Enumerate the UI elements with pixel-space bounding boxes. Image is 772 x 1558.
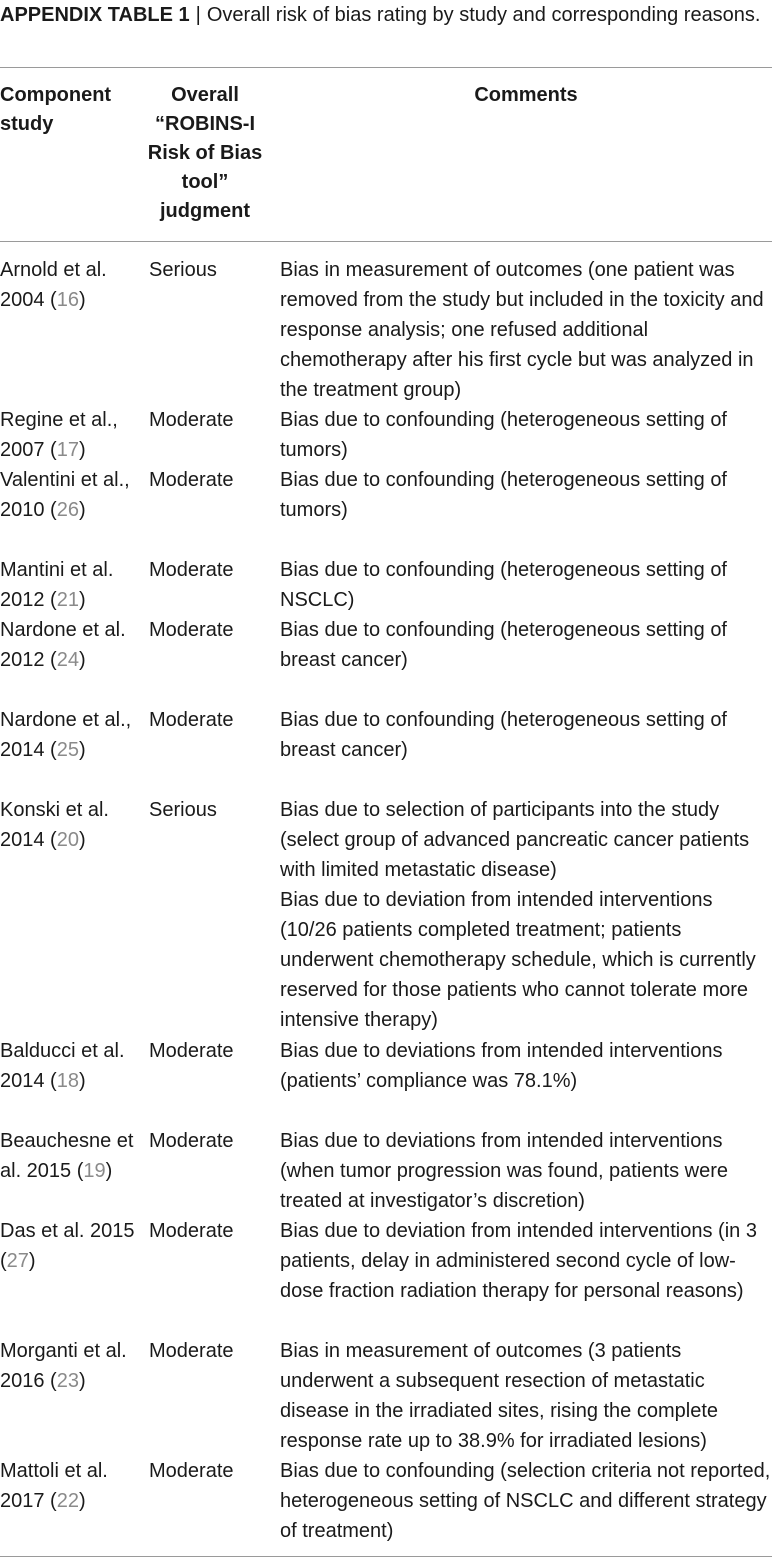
reference-link[interactable]: 24 <box>56 649 79 671</box>
comment-text: Bias due to confounding (heterogeneous setting of breast cancer) <box>280 619 727 671</box>
study-name: Konski et al. 2014 ( <box>0 799 109 851</box>
study-cell <box>0 405 138 465</box>
reference-close: ) <box>105 1160 113 1182</box>
reference-close: ) <box>78 589 86 611</box>
study-name: Beauchesne et al. 2015 ( <box>0 1130 134 1182</box>
header-overall-judgment: Overall “ROBINS-I Risk of Bias tool” judgment <box>147 84 263 222</box>
comments-cell <box>280 1036 772 1096</box>
study-name: Das et al. 2015 ( <box>0 1220 135 1272</box>
study-name: Morganti et al. 2016 ( <box>0 1340 127 1392</box>
study-name: Valentini et al., 2010 ( <box>0 469 130 521</box>
comments-cell <box>280 1216 772 1306</box>
comments-cell <box>280 1336 772 1456</box>
caption-text: Overall risk of bias rating by study and corresponding reasons. <box>206 4 761 26</box>
reference-close: ) <box>78 649 86 671</box>
reference-close: ) <box>78 499 86 521</box>
comment-text: Bias due to confounding (heterogeneous setting of tumors) <box>280 469 727 521</box>
comment-text: Bias in measurement of outcomes (3 patients underwent a subsequent resection of metastatic disease in the irradiated sites, rising the complete response rate up to 38.9% for irradiated lesions) <box>280 1340 719 1452</box>
comments-cell <box>280 465 772 525</box>
comments-cell <box>280 1126 772 1216</box>
study-name: Nardone et al., 2014 ( <box>0 709 132 761</box>
reference-link[interactable]: 22 <box>56 1490 79 1512</box>
top-rule <box>0 67 772 68</box>
comment-text: Bias due to deviation from intended interventions (10/26 patients completed treatment; patients underwent chemotherapy schedule, which is currently reserved for those patients who cannot tolerate more intensive therapy) <box>280 889 756 1031</box>
study-cell <box>0 1456 138 1516</box>
header-comments: Comments <box>474 84 578 106</box>
comment-text: Bias due to confounding (selection criteria not reported, heterogeneous setting of NSCLC and different strategy of treatment) <box>280 1460 771 1542</box>
reference-link[interactable]: 23 <box>56 1370 79 1392</box>
reference-close: ) <box>78 1070 86 1092</box>
comment-text: Bias due to deviations from intended interventions (when tumor progression was found, patients were treated at investigator’s discretion) <box>280 1130 729 1212</box>
reference-link[interactable]: 19 <box>83 1160 106 1182</box>
reference-link[interactable]: 27 <box>6 1250 29 1272</box>
judgment-cell: Moderate <box>149 1130 234 1152</box>
study-cell <box>0 1126 138 1186</box>
comments-cell <box>280 255 772 405</box>
header-component-study: Component study <box>0 84 112 135</box>
reference-close: ) <box>78 739 86 761</box>
comment-text: Bias due to confounding (heterogeneous setting of breast cancer) <box>280 709 727 761</box>
judgment-cell: Moderate <box>149 469 234 491</box>
comment-text: Bias due to selection of participants into the study (select group of advanced pancreatic cancer patients with limited metastatic disease) <box>280 799 750 881</box>
comment-text: Bias due to deviation from intended interventions (in 3 patients, delay in administered second cycle of low-dose fraction radiation therapy for personal reasons) <box>280 1220 757 1302</box>
study-cell <box>0 1216 138 1276</box>
judgment-cell: Moderate <box>149 1460 234 1482</box>
caption-label: APPENDIX TABLE 1 <box>0 4 190 26</box>
reference-link[interactable]: 26 <box>56 499 79 521</box>
comment-text: Bias due to confounding (heterogeneous setting of tumors) <box>280 409 727 461</box>
reference-close: ) <box>78 829 86 851</box>
bottom-rule <box>0 1556 772 1557</box>
comments-cell <box>280 615 772 675</box>
judgment-cell: Moderate <box>149 409 234 431</box>
reference-close: ) <box>78 289 86 311</box>
caption-separator: | <box>195 4 201 26</box>
reference-link[interactable]: 16 <box>56 289 79 311</box>
study-cell <box>0 795 138 855</box>
comment-text: Bias due to confounding (heterogeneous setting of NSCLC) <box>280 559 727 611</box>
study-cell <box>0 1036 138 1096</box>
study-cell <box>0 465 138 525</box>
reference-close: ) <box>78 1490 86 1512</box>
judgment-cell: Serious <box>149 259 217 281</box>
reference-link[interactable]: 25 <box>56 739 79 761</box>
reference-link[interactable]: 17 <box>56 439 79 461</box>
study-name: Nardone et al. 2012 ( <box>0 619 126 671</box>
table-caption <box>0 0 772 30</box>
study-cell <box>0 1336 138 1396</box>
reference-close: ) <box>78 439 86 461</box>
comments-cell <box>280 705 772 765</box>
study-cell <box>0 555 138 615</box>
judgment-cell: Moderate <box>149 559 234 581</box>
comments-cell <box>280 405 772 465</box>
study-name: Arnold et al. 2004 ( <box>0 259 107 311</box>
study-name: Mattoli et al. 2017 ( <box>0 1460 108 1512</box>
judgment-cell: Serious <box>149 799 217 821</box>
judgment-cell: Moderate <box>149 619 234 641</box>
comment-text: Bias in measurement of outcomes (one patient was removed from the study but included in the toxicity and response analysis; one refused additional chemotherapy after his first cycle but was analyzed in the treatment group) <box>280 259 764 401</box>
study-cell <box>0 705 138 765</box>
judgment-cell: Moderate <box>149 1040 234 1062</box>
judgment-cell: Moderate <box>149 709 234 731</box>
study-cell <box>0 615 138 675</box>
comments-cell <box>280 795 772 1035</box>
judgment-cell: Moderate <box>149 1220 234 1242</box>
reference-close: ) <box>78 1370 86 1392</box>
study-name: Regine et al., 2007 ( <box>0 409 118 461</box>
comments-cell <box>280 555 772 615</box>
header-rule <box>0 241 772 242</box>
judgment-cell: Moderate <box>149 1340 234 1362</box>
reference-close: ) <box>28 1250 36 1272</box>
reference-link[interactable]: 18 <box>56 1070 79 1092</box>
study-name: Mantini et al. 2012 ( <box>0 559 114 611</box>
study-cell <box>0 255 138 315</box>
comment-text: Bias due to deviations from intended interventions (patients’ compliance was 78.1%) <box>280 1040 723 1092</box>
reference-link[interactable]: 20 <box>56 829 79 851</box>
comments-cell <box>280 1456 772 1546</box>
study-name: Balducci et al. 2014 ( <box>0 1040 125 1092</box>
reference-link[interactable]: 21 <box>56 589 79 611</box>
